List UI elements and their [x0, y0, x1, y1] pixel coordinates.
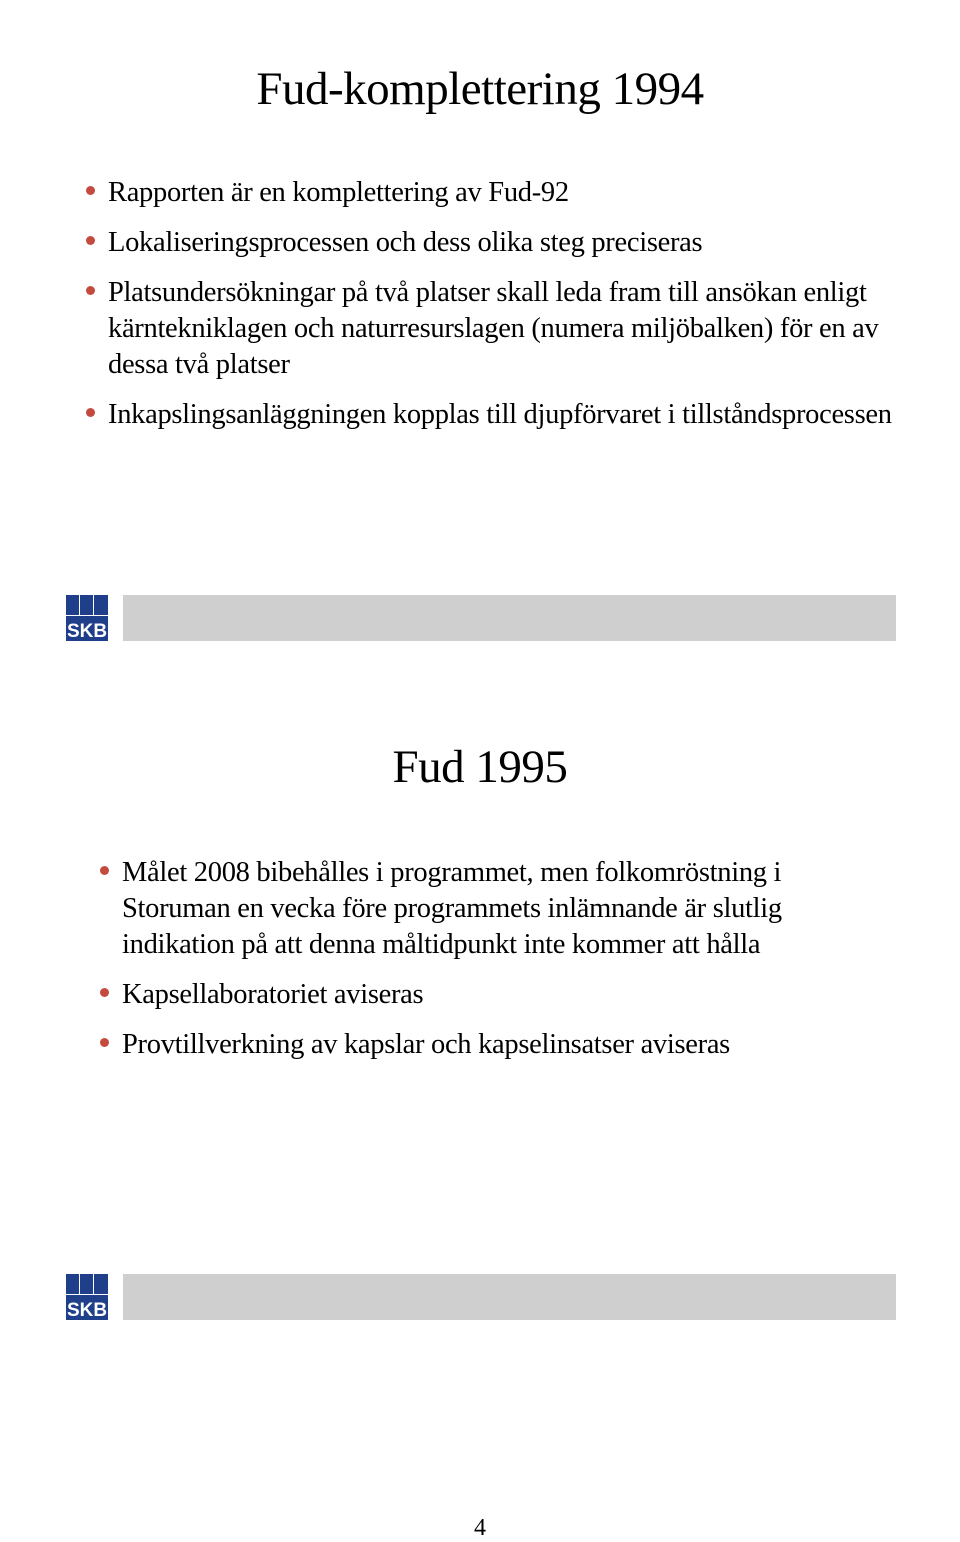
- bullet-icon: [86, 236, 95, 245]
- slide-1-title: Fud-komplettering 1994: [256, 63, 704, 115]
- skb-logo: [66, 595, 108, 641]
- bullet-icon: [100, 1038, 109, 1047]
- list-item: [108, 175, 898, 211]
- bullet-text: Inkapslingsanläggningen kopplas till djupförvaret i tillståndsprocessen: [108, 399, 892, 430]
- slide-2-footer-bar: [123, 1274, 896, 1320]
- list-item: [108, 275, 898, 383]
- list-item: [122, 855, 892, 963]
- skb-logo: [66, 1274, 108, 1320]
- slide-2-bullet-list: [122, 855, 892, 1063]
- bullet-text: Provtillverkning av kapslar och kapselinsatser aviseras: [122, 1029, 730, 1060]
- list-item: [122, 977, 892, 1013]
- list-item: [122, 1027, 892, 1063]
- slide-2-title: Fud 1995: [392, 741, 568, 793]
- bullet-icon: [100, 866, 109, 875]
- bullet-icon: [86, 286, 95, 295]
- bullet-icon: [100, 988, 109, 997]
- bullet-text: Kapsellaboratoriet aviseras: [122, 979, 424, 1010]
- bullet-text: Målet 2008 bibehålles i programmet, men folkomröstning i Storuman en vecka före programmets inlämnande är slutlig indikation på att denna måltidpunkt inte kommer att hålla: [122, 857, 782, 960]
- slide-1-bullet-list: [108, 175, 898, 433]
- bullet-icon: [86, 408, 95, 417]
- page-number: 4: [474, 1515, 486, 1541]
- bullet-text: Rapporten är en komplettering av Fud-92: [108, 177, 569, 208]
- bullet-icon: [86, 186, 95, 195]
- list-item: [108, 397, 898, 433]
- logo-text: SKB: [66, 1300, 108, 1320]
- logo-text: SKB: [66, 621, 108, 641]
- bullet-text: Platsundersökningar på två platser skall leda fram till ansökan enligt kärntekniklagen och naturresurslagen (numera miljöbalken) för en av dessa två platser: [108, 277, 879, 380]
- list-item: [108, 225, 898, 261]
- bullet-text: Lokaliseringsprocessen och dess olika steg preciseras: [108, 227, 703, 258]
- slide-1-footer-bar: [123, 595, 896, 641]
